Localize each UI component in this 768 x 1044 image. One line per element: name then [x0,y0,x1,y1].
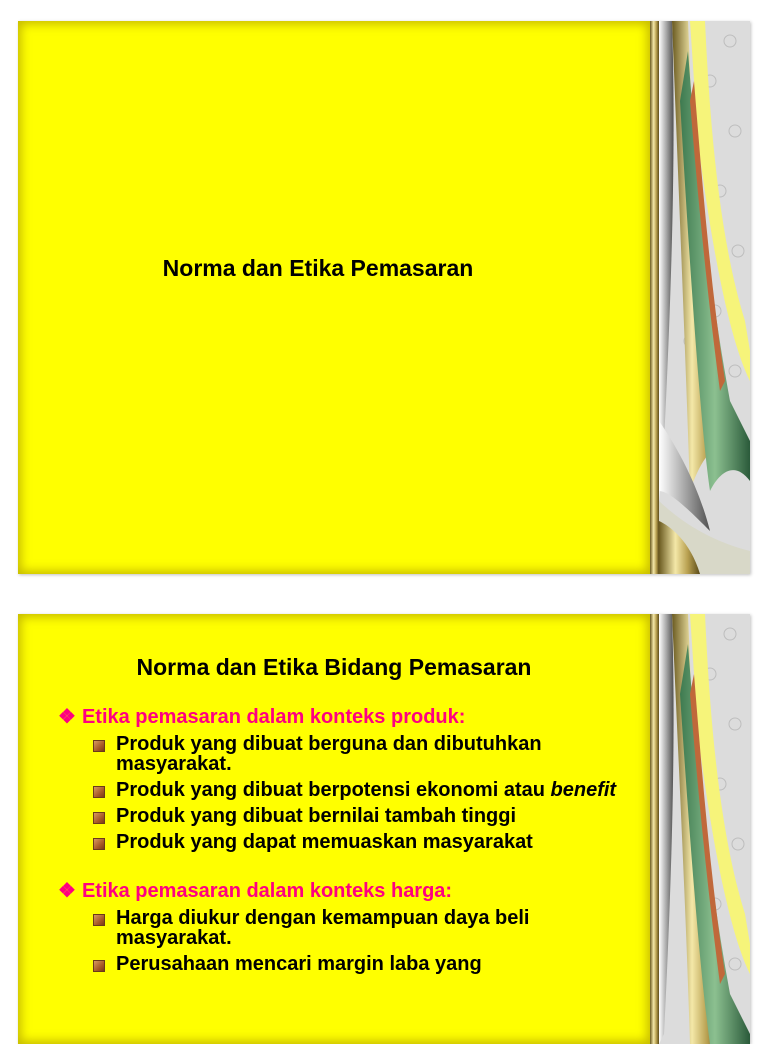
list-item [58,954,648,974]
slide-2 [18,614,750,1044]
list-item-text: Produk yang dapat memuaskan masyarakat [116,831,533,853]
list-item-text: Produk yang dibuat berguna dan dibutuhkan masyarakat. [116,733,542,775]
section-price [58,880,648,974]
slide-1-decoration [650,21,750,574]
list-item [58,734,648,774]
slide-2-title: Norma dan Etika Bidang Pemasaran [136,654,532,680]
list-item-text: Produk yang dibuat berpotensi ekonomi atau benefit [116,779,617,801]
section-heading-text: Etika pemasaran dalam konteks harga: [81,880,453,902]
section-heading-text: Etika pemasaran dalam konteks produk: [81,706,466,728]
emphasis-text: benefit [550,779,617,801]
list-item-text: Produk yang dibuat bernilai tambah tinggi [116,805,517,827]
batik-decoration-image [650,21,750,574]
square-bullet-icon [93,740,105,752]
section-heading [58,880,648,902]
list-item [58,780,648,800]
slide-1-title: Norma dan Etika Pemasaran [162,255,474,281]
square-bullet-icon [93,914,105,926]
slide-1-background [18,21,650,574]
list-item [58,832,648,852]
diamond-icon: ❖ [58,880,76,902]
diamond-icon: ❖ [58,706,76,728]
slide-2-content [58,706,648,1002]
list-item [58,806,648,826]
section-heading [58,706,648,728]
square-bullet-icon [93,960,105,972]
list-item-text: Perusahaan mencari margin laba yang [116,953,482,975]
section-product [58,706,648,852]
batik-decoration-image [650,614,750,1044]
list-item [58,908,648,948]
square-bullet-icon [93,812,105,824]
square-bullet-icon [93,786,105,798]
slide-2-decoration [650,614,750,1044]
slide-1 [18,21,750,574]
list-item-text: Harga diukur dengan kemampuan daya beli masyarakat. [116,907,530,949]
square-bullet-icon [93,838,105,850]
